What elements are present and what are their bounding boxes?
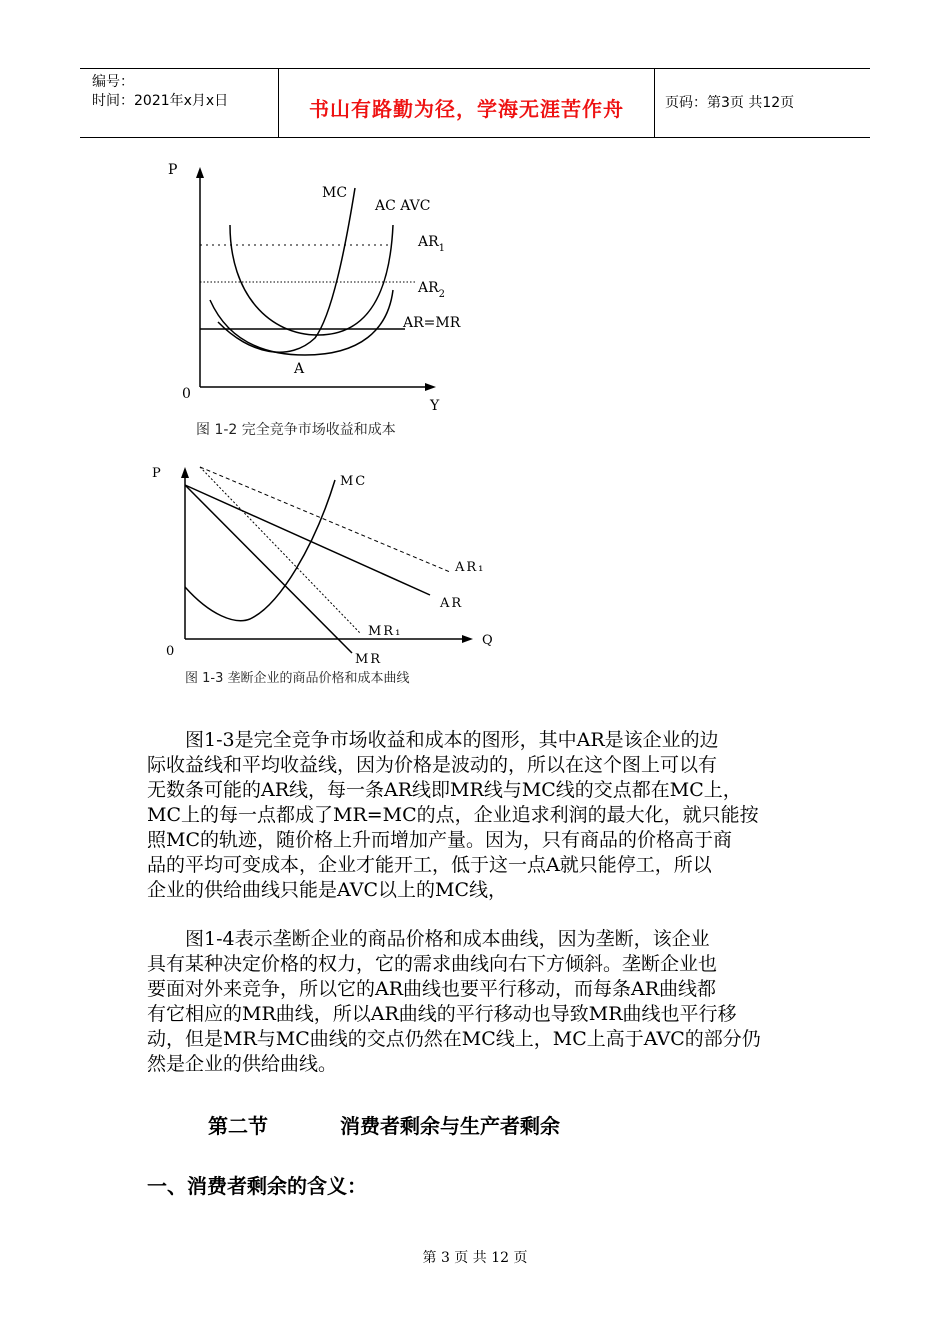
text-line: 图1-4表示垄断企业的商品价格和成本曲线，因为垄断，该企业 [185, 928, 710, 950]
label-a: A [294, 361, 305, 377]
label-mc: MC [322, 185, 348, 201]
mc-curve [185, 480, 335, 621]
mr-line [185, 485, 352, 653]
figure-perfect-competition-svg [150, 150, 480, 450]
paragraph-1 [147, 728, 807, 903]
subheading: 一、消费者剩余的含义： [147, 1174, 367, 1198]
label-ar-mr: AR=MR [403, 315, 461, 331]
text-line: 际收益线和平均收益线，因为价格是波动的，所以在这个图上可以有 [147, 754, 718, 776]
label-mr: MR [355, 652, 383, 667]
header-page-cell [655, 69, 870, 137]
text-line: 品的平均可变成本，企业才能开工，低于这一点A就只能停工，所以 [147, 854, 712, 876]
label-ar: AR [440, 596, 464, 611]
label-y: Y [430, 398, 440, 414]
text-line: 企业的供给曲线只能是AVC以上的MC线， [147, 879, 508, 901]
label-p: P [168, 162, 178, 178]
figure-caption-1-3: 图 1-3 垄断企业的商品价格和成本曲线 [185, 671, 410, 686]
text-line: 然是企业的供给曲线。 [147, 1053, 338, 1075]
page-footer: 第 3 页 共 12 页 [422, 1250, 528, 1266]
motto: 书山有路勤为径，学海无涯苦作舟 [309, 97, 624, 121]
text-line: 照MC的轨迹，随价格上升而增加产量。因为，只有商品的价格高于商 [147, 829, 732, 851]
label-ar1: $AR_1$ [418, 234, 446, 254]
text-line: 具有某种决定价格的权力，它的需求曲线向右下方倾斜。垄断企业也 [147, 953, 718, 975]
text-line: MC上的每一点都成了MR=MC的点，企业追求利润的最大化，就只能按 [147, 804, 759, 826]
figure-perfect-competition [150, 150, 480, 450]
header-meta-cell [80, 69, 279, 137]
label-ar2: $AR_2$ [418, 280, 446, 300]
paragraph-2 [147, 927, 807, 1077]
text-line: 有它相应的MR曲线，所以AR曲线的平行移动也导致MR曲线也平行移 [147, 1003, 737, 1025]
y-axis-arrow [196, 167, 204, 178]
label-origin: 0 [166, 644, 175, 659]
section-title: 消费者剩余与生产者剩余 [340, 1114, 560, 1138]
figure-monopoly-svg [140, 455, 510, 690]
label-origin: 0 [182, 386, 191, 402]
x-axis-arrow [462, 635, 473, 643]
label-q: Q [482, 633, 493, 648]
ar1-line [200, 467, 450, 572]
label-mr1: MR₁ [368, 624, 403, 639]
date-label: 时间：2021年x月x日 [92, 93, 229, 109]
label-ac-avc: AC AVC [375, 198, 431, 214]
text-line: 动，但是MR与MC曲线的交点仍然在MC线上，MC上高于AVC的部分仍 [147, 1028, 761, 1050]
label-p: P [152, 466, 161, 481]
page-info: 页码：第3页 共12页 [665, 95, 795, 111]
header-motto-cell [279, 69, 655, 137]
y-axis-arrow [181, 467, 189, 478]
page-header [80, 68, 870, 138]
text-line: 图1-3是完全竞争市场收益和成本的图形，其中AR是该企业的边 [185, 729, 719, 751]
avc-curve [210, 290, 393, 355]
figure-monopoly [140, 455, 510, 690]
x-axis-arrow [425, 383, 436, 391]
label-ar1: AR₁ [455, 560, 486, 575]
text-line: 无数条可能的AR线，每一条AR线即MR线与MC线的交点都在MC上， [147, 779, 742, 801]
number-label: 编号： [92, 74, 134, 90]
label-mc: MC [340, 474, 368, 489]
text-line: 要面对外来竞争，所以它的AR曲线也要平行移动，而每条AR曲线都 [147, 978, 717, 1000]
mc-curve [218, 188, 355, 352]
ar-line [185, 485, 430, 595]
ac-curve [230, 225, 393, 335]
section-number: 第二节 [208, 1114, 268, 1138]
figure-caption-1-2: 图 1-2 完全竞争市场收益和成本 [196, 422, 396, 438]
mr1-line [200, 467, 360, 633]
